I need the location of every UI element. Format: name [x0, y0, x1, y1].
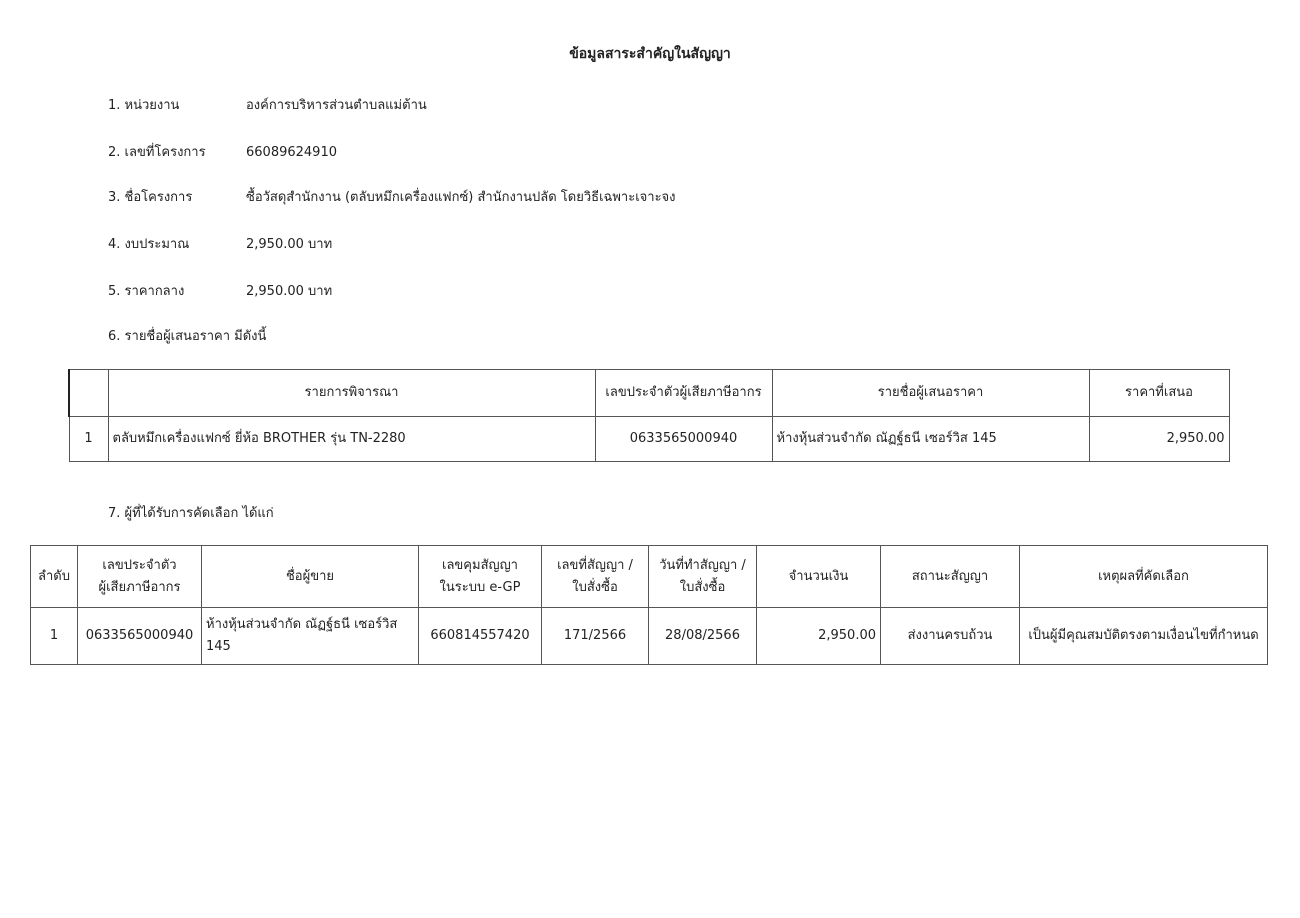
winners-header-reason: เหตุผลที่คัดเลือก: [1020, 546, 1268, 608]
winner-egp: 660814557420: [419, 608, 542, 665]
winner-amount: 2,950.00: [757, 608, 881, 665]
winners-header-seller: ชื่อผู้ขาย: [202, 546, 419, 608]
project-name-label: 3. ชื่อโครงการ: [108, 190, 193, 205]
reference-price-value: 2,950.00 บาท: [246, 284, 333, 299]
winners-header-contract-no-line2: ใบสั่งซื้อ: [572, 579, 618, 595]
bidders-header-bidder: รายชื่อผู้เสนอราคา: [772, 370, 1089, 417]
winners-header-egp-line2: ในระบบ e-GP: [439, 579, 521, 595]
winners-header-contract-date: [649, 546, 757, 608]
bidders-table: [68, 369, 1230, 462]
winners-header-tax-id: [78, 546, 202, 608]
agency-value: องค์การบริหารส่วนตำบลแม่ต้าน: [246, 98, 427, 113]
bidder-no: 1: [69, 417, 108, 462]
budget-value: 2,950.00 บาท: [246, 237, 333, 252]
project-number-label: 2. เลขที่โครงการ: [108, 145, 206, 160]
project-number-value: 66089624910: [246, 145, 337, 160]
table-row: [31, 608, 1268, 665]
reference-price-label: 5. ราคากลาง: [108, 284, 185, 299]
winners-header-egp-line1: เลขคุมสัญญา: [442, 557, 518, 573]
winner-reason: เป็นผู้มีคุณสมบัติตรงตามเงื่อนไขที่กำหนด: [1020, 608, 1268, 665]
bidders-header-row: [69, 370, 1229, 417]
winner-status: ส่งงานครบถ้วน: [881, 608, 1020, 665]
bidder-name: ห้างหุ้นส่วนจำกัด ณัฏฐ์ธนี เซอร์วิส 145: [772, 417, 1089, 462]
winners-header-status: สถานะสัญญา: [881, 546, 1020, 608]
agency-label: 1. หน่วยงาน: [108, 98, 180, 113]
bidders-section-label: 6. รายชื่อผู้เสนอราคา มีดังนี้: [108, 329, 267, 344]
winner-tax-id: 0633565000940: [78, 608, 202, 665]
winner-contract-date: 28/08/2566: [649, 608, 757, 665]
winners-header-amount: จำนวนเงิน: [757, 546, 881, 608]
bidder-item: ตลับหมึกเครื่องแฟกซ์ ยี่ห้อ BROTHER รุ่น TN-2280: [108, 417, 595, 462]
bidders-header-item: รายการพิจารณา: [108, 370, 595, 417]
bidder-price: 2,950.00: [1089, 417, 1229, 462]
winners-table: [30, 545, 1268, 665]
project-name-value: ซื้อวัสดุสำนักงาน (ตลับหมึกเครื่องแฟกซ์) สำนักงานปลัด โดยวิธีเฉพาะเจาะจง: [246, 190, 676, 205]
page-title: ข้อมูลสาระสำคัญในสัญญา: [569, 46, 731, 62]
winners-header-contract-no: [542, 546, 649, 608]
bidders-header-no: [69, 370, 108, 417]
winner-no: 1: [31, 608, 78, 665]
winners-header-tax-id-line2: ผู้เสียภาษีอากร: [98, 579, 181, 595]
winners-header-row: [31, 546, 1268, 608]
table-row: [69, 417, 1229, 462]
bidder-tax-id: 0633565000940: [595, 417, 772, 462]
winner-seller-line1: ห้างหุ้นส่วนจำกัด ณัฏฐ์ธนี เซอร์วิส: [206, 617, 398, 632]
winner-seller: [202, 608, 419, 665]
winners-header-contract-date-line1: วันที่ทำสัญญา /: [659, 557, 746, 573]
winners-header-tax-id-line1: เลขประจำตัว: [102, 557, 177, 573]
bidders-header-tax-id: เลขประจำตัวผู้เสียภาษีอากร: [595, 370, 772, 417]
winner-seller-line2: 145: [206, 639, 231, 654]
winner-contract-no: 171/2566: [542, 608, 649, 665]
budget-label: 4. งบประมาณ: [108, 237, 190, 252]
winners-header-no: ลำดับ: [31, 546, 78, 608]
bidders-header-price: ราคาที่เสนอ: [1089, 370, 1229, 417]
winners-header-contract-no-line1: เลขที่สัญญา /: [557, 557, 633, 573]
winners-header-contract-date-line2: ใบสั่งซื้อ: [679, 579, 726, 595]
winners-section-label: 7. ผู้ที่ได้รับการคัดเลือก ได้แก่: [108, 506, 274, 521]
winners-header-egp: [419, 546, 542, 608]
